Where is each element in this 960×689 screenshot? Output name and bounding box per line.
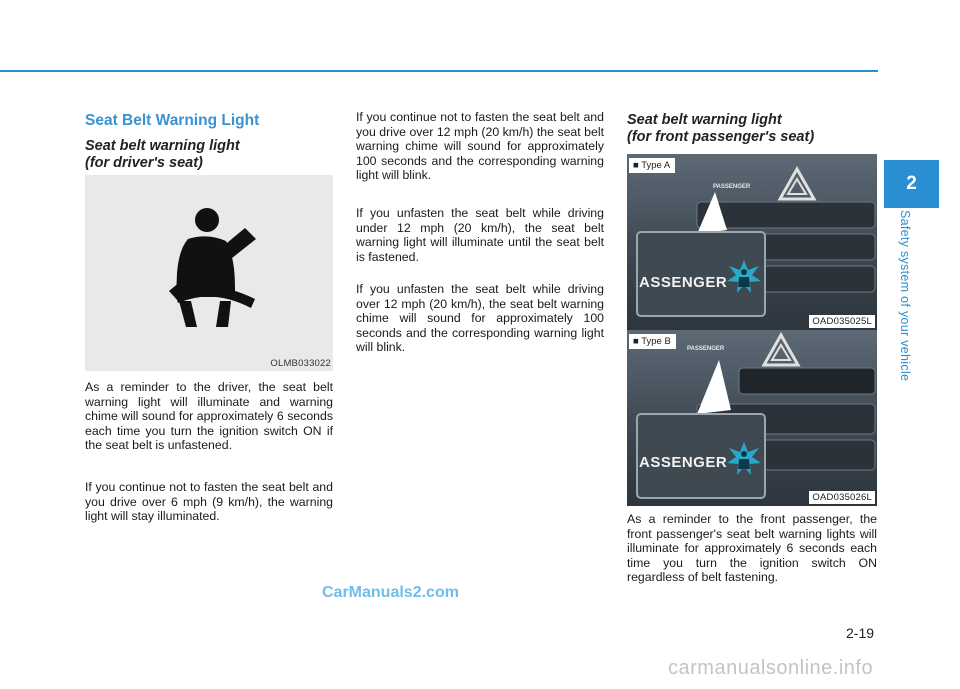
passenger-subtitle-line2: (for front passenger's seat) xyxy=(627,129,815,145)
passenger-figure-type-b xyxy=(627,330,877,506)
seatbelt-icon xyxy=(85,175,333,371)
panel-label-a: PASSENGER xyxy=(713,184,751,190)
driver-subtitle-line1: Seat belt warning light xyxy=(85,138,240,154)
footer-site-link[interactable]: carmanualsonline.info xyxy=(668,657,874,679)
passenger-subtitle-line1: Seat belt warning light xyxy=(627,112,782,128)
driver-subtitle-line2: (for driver's seat) xyxy=(85,155,203,171)
passenger-seatbelt-icon xyxy=(727,260,761,294)
middle-paragraph-2: If you unfasten the seat belt while driving under 12 mph (20 km/h), the seat belt warning light will illuminate until the seat belt is fastened. xyxy=(356,206,604,264)
section-title: Seat Belt Warning Light xyxy=(85,112,260,129)
passenger-subtitle xyxy=(627,112,814,146)
driver-paragraph-1: As a reminder to the driver, the seat belt warning light will illuminate and warning chime will sound for approximately 6 seconds each time you turn the ignition switch ON if the seat belt is unfastened. xyxy=(85,380,333,453)
zoom-label-a: ASSENGER xyxy=(639,274,728,291)
middle-paragraph-1: If you continue not to fasten the seat belt and you drive over 12 mph (20 km/h) the seat belt warning chime will sound for approximately 100 seconds and the corresponding warning light will blink. xyxy=(356,110,604,183)
type-a-label: ■ Type A xyxy=(629,158,675,173)
hazard-triangle-icon xyxy=(777,166,817,202)
passenger-figure-type-a xyxy=(627,154,877,330)
passenger-paragraph-1: As a reminder to the front passenger, the front passenger's seat belt warning lights will illuminate for approximately 6 seconds each time you turn the ignition switch ON regardless of belt fastening. xyxy=(627,512,877,585)
driver-figure-code: OLMB033022 xyxy=(270,358,331,369)
header-rule xyxy=(0,70,878,72)
watermark-link[interactable]: CarManuals2.com xyxy=(322,584,459,601)
middle-paragraph-3: If you unfasten the seat belt while driving over 12 mph (20 km/h), the seat belt warning chime will sound for approximately 100 seconds and the corresponding warning light will blink. xyxy=(356,282,604,355)
hazard-triangle-icon xyxy=(761,332,801,368)
driver-paragraph-2: If you continue not to fasten the seat belt and you drive over 6 mph (9 km/h), the warning light will stay illuminated. xyxy=(85,480,333,524)
passenger-seatbelt-icon xyxy=(727,442,761,476)
figure-b-code: OAD035026L xyxy=(809,491,875,504)
zoom-label-b: ASSENGER xyxy=(639,454,728,471)
driver-subtitle xyxy=(85,138,240,172)
chapter-tab: 2 xyxy=(884,160,939,208)
page-number: 2-19 xyxy=(846,625,875,641)
driver-figure xyxy=(85,175,333,371)
type-b-label: ■ Type B xyxy=(629,334,676,349)
chapter-title-text: Safety system of your vehicle xyxy=(898,210,912,382)
figure-a-code: OAD035025L xyxy=(809,315,875,328)
panel-label-b: PASSENGER xyxy=(687,346,725,352)
